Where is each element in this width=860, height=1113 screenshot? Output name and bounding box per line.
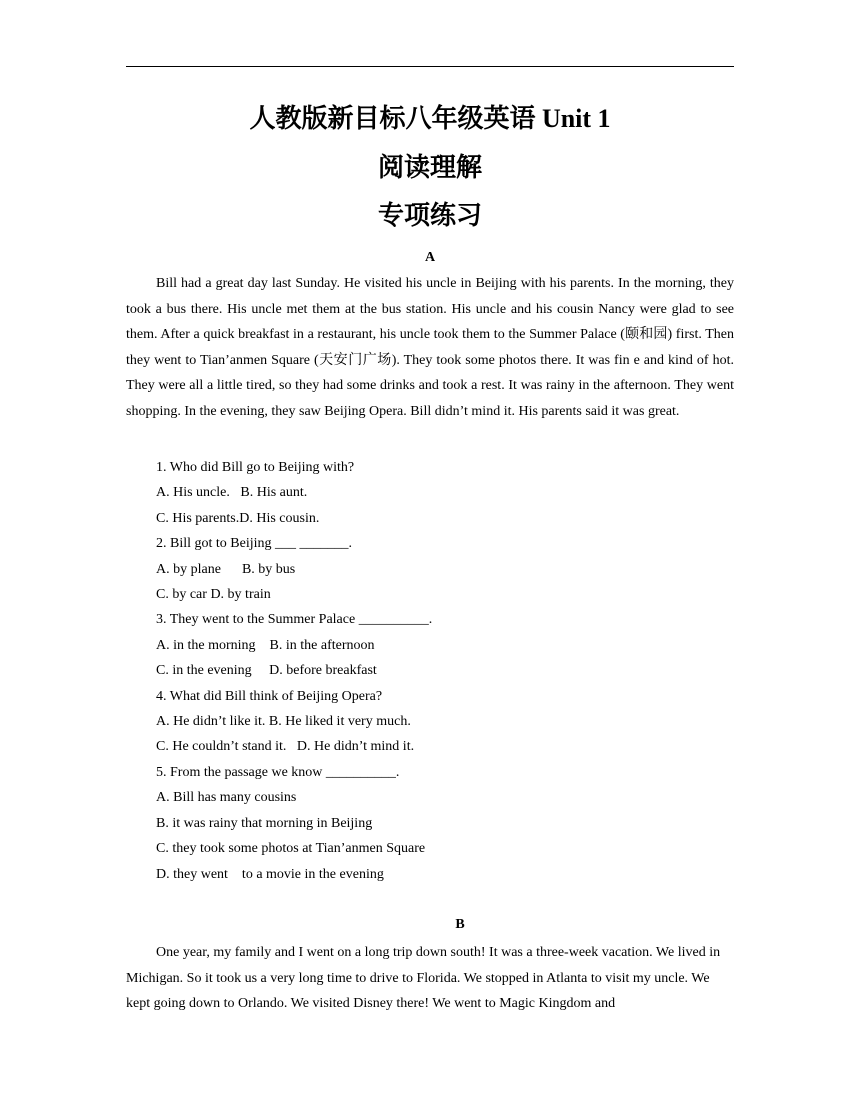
question-3-option-c: C. in the evening — [156, 663, 252, 678]
question-3-option-a: A. in the morning — [156, 638, 256, 653]
section-a-label: A — [424, 250, 436, 265]
question-4-option-a: A. He didn’t like it. — [156, 714, 266, 729]
question-4-option-b: B. He liked it very much. — [268, 714, 411, 729]
question-3-stem: 3. They went to the Summer Palace __________. — [156, 612, 433, 627]
question-3-option-d: D. before breakfast — [269, 663, 377, 678]
question-1-stem: 1. Who did Bill go to Beijing with? — [156, 460, 355, 475]
section-b-label: B — [455, 917, 465, 932]
question-4-options-row1 — [156, 712, 411, 732]
question-1-option-a: A. His uncle. — [156, 485, 230, 500]
question-2-options-row1 — [156, 560, 295, 580]
question-5-option-b: B. it was rainy that morning in Beijing — [156, 816, 373, 831]
document-title: 人教版新目标八年级英语 Unit 1 — [249, 104, 611, 133]
question-2-option-b: B. by bus — [241, 562, 296, 577]
question-1-option-b: B. His aunt. — [240, 485, 308, 500]
question-5-option-c: C. they took some photos at Tian’anmen Square — [156, 841, 426, 856]
question-4-option-d: D. He didn’t mind it. — [296, 739, 415, 754]
question-5-option-a: A. Bill has many cousins — [156, 790, 297, 805]
question-4-options-row2 — [156, 737, 414, 757]
question-2-option-c: C. by car — [156, 587, 207, 602]
question-2-stem: 2. Bill got to Beijing ___ _______. — [156, 536, 353, 551]
question-2-option-d: D. by train — [210, 587, 271, 602]
question-2-options-row2 — [156, 585, 271, 605]
section-a-passage: Bill had a great day last Sunday. He visited his uncle in Beijing with his parents. In the morning, they took a bus there. His uncle met them at the bus station. His uncle and his cousin Nancy were glad to see them. After a quick breakfast in a restaurant, his uncle took them to the Summer Palace (颐和园) first. Then they went to Tian’anmen Square (天安门广场). They took some photos there. It was fin e and kind of hot. They were all a little tired, so they had some drinks and took a rest. It was rainy in the afternoon. They went shopping. In the evening, they saw Beijing Opera. Bill didn’t mind it. His parents said it was great. — [126, 276, 734, 419]
question-1-option-c: C. His parents. — [156, 511, 240, 526]
question-5-stem: 5. From the passage we know __________. — [156, 765, 400, 780]
document-subtitle: 阅读理解 — [377, 153, 482, 182]
question-4-stem: 4. What did Bill think of Beijing Opera? — [156, 689, 383, 704]
question-1-options-row1 — [156, 483, 307, 503]
question-4-option-c: C. He couldn’t stand it. — [156, 739, 287, 754]
question-3-option-b: B. in the afternoon — [269, 638, 375, 653]
question-1-options-row2 — [156, 509, 319, 529]
question-1-option-d: D. His cousin. — [239, 511, 320, 526]
question-2-option-a: A. by plane — [156, 562, 221, 577]
question-3-options-row2 — [156, 661, 377, 681]
section-b-passage: One year, my family and I went on a long trip down south! It was a three-week vacation. We lived in Michigan. So it took us a very long time to drive to Florida. We stopped in Atlanta to visit my uncle. We kept going down to Orlando. We visited Disney there! We went to Magic Kingdom and — [126, 945, 721, 1011]
question-3-options-row1 — [156, 636, 375, 656]
question-5-option-d: D. they went to a movie in the evening — [156, 867, 384, 882]
header-rule — [126, 66, 734, 67]
document-subtitle-2: 专项练习 — [377, 201, 482, 230]
